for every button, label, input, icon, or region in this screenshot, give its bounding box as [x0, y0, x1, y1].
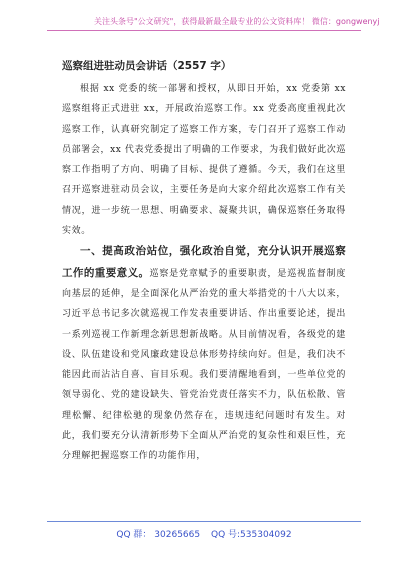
paragraph-section-1 — [62, 241, 346, 466]
document-title: 巡察组进驻动员会讲话（2557 字） — [62, 60, 232, 72]
qq-number-text: QQ 号:535304092 — [210, 530, 292, 540]
qq-group-text: QQ 群： 30265665 — [116, 530, 201, 540]
paragraph-intro: 根据 xx 党委的统一部署和授权，从即日开始，xx 党委第 xx 巡察组将正式进驻 xx，开展政治巡察工作。xx 党委高度重视此次巡察工作，认真研究制定了巡察工作方案，专门召开了巡察工作动员部署会，xx 代表党委提出了明确的工作要求，为我们做好此次巡察工作指明了方向、明确了目标、提供了遵循。今天，我们在这里召开巡察进驻动员会议，主要任务是向大家介绍此次巡察工作有关情况，进一步统一思想、明确要求、凝聚共识，确保巡察任务取得实效。 — [62, 84, 346, 237]
document-body — [62, 79, 346, 467]
footer-contact — [0, 527, 408, 540]
section-body: 巡察是党章赋予的重要职责，是巡视监督制度向基层的延伸，是全面深化从严治党的重大举措党的十八大以来，习近平总书记多次就巡视工作发表重要讲话、作出重要论述，提出一系列巡视工作新理念新思想新战略。从目前情况看，各级党的建设、队伍建设和党风廉政建设总体形势持续向好。但是，我们决不能因此而沾沾自喜、盲目乐观。我们要清醒地看到，一些单位党的领导弱化、党的建设缺失、管党治党责任落实不力，队伍松散、管理松懈、纪律松驰的现象仍然存在，违规违纪问题时有发生。对此，我们要充分认清新形势下全面从严治党的复杂性和艰巨性，充分理解把握巡察工作的功能作用， — [62, 268, 346, 462]
section-heading: 一、提高政治站位，强化政治自觉，充分认识开展巡察工作的重要意义。 — [62, 245, 346, 279]
header-banner: 关注头条号"公文研究"，获得最新最全最专业的公文资料库！ 微信：gongwenyj — [94, 17, 380, 26]
footer-divider — [47, 521, 361, 522]
header-divider — [47, 30, 361, 31]
